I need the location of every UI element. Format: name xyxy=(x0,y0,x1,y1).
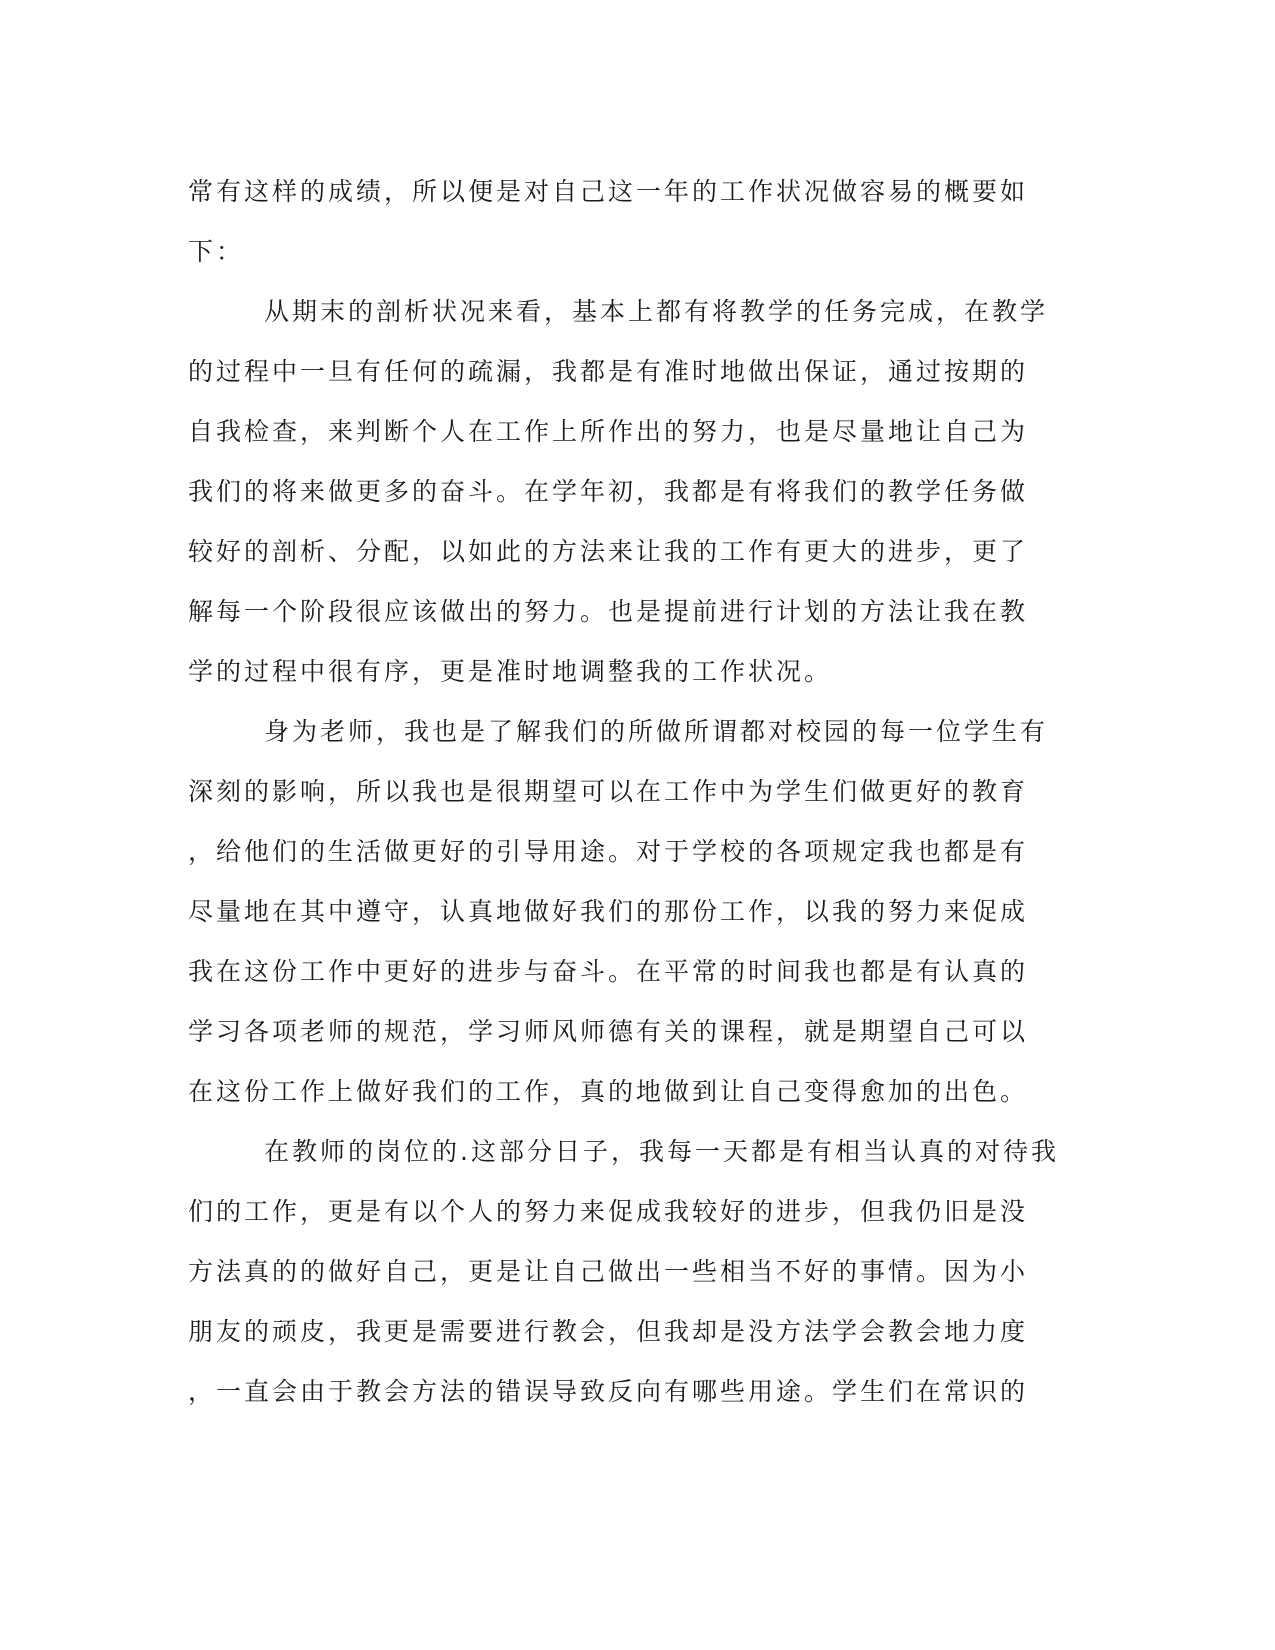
text-line: 常有这样的成绩，所以便是对自己这一年的工作状况做容易的概要如 xyxy=(188,177,1029,206)
paragraph-2 xyxy=(188,282,1088,702)
paragraph-4 xyxy=(188,1122,1088,1422)
paragraph-3 xyxy=(188,702,1088,1122)
text-line: 我在这份工作中更好的进步与奋斗。在平常的时间我也都是有认真的 xyxy=(188,957,1029,986)
text-line: 身为老师，我也是了解我们的所做所谓都对校园的每一位学生有 xyxy=(264,717,1049,746)
text-line: 较好的剖析、分配，以如此的方法来让我的工作有更大的进步，更了 xyxy=(188,537,1029,566)
paragraph-1 xyxy=(188,162,1088,282)
text-line: 在这份工作上做好我们的工作，真的地做到让自己变得愈加的出色。 xyxy=(188,1077,1029,1106)
text-line: 从期末的剖析状况来看，基本上都有将教学的任务完成，在教学 xyxy=(264,297,1049,326)
text-line: 尽量地在其中遵守，认真地做好我们的那份工作，以我的努力来促成 xyxy=(188,897,1029,926)
text-line: 们的工作，更是有以个人的努力来促成我较好的进步，但我仍旧是没 xyxy=(188,1197,1029,1226)
text-line: 在教师的岗位的.这部分日子，我每一天都是有相当认真的对待我 xyxy=(264,1137,1059,1166)
text-line: 下： xyxy=(188,237,245,266)
text-line: 朋友的顽皮，我更是需要进行教会，但我却是没方法学会教会地力度 xyxy=(188,1317,1029,1346)
text-line: 自我检查，来判断个人在工作上所作出的努力，也是尽量地让自己为 xyxy=(188,417,1029,446)
text-line: ，给他们的生活做更好的引导用途。对于学校的各项规定我也都是有 xyxy=(188,837,1029,866)
text-line: 方法真的的做好自己，更是让自己做出一些相当不好的事情。因为小 xyxy=(188,1257,1029,1286)
text-line: 的过程中一旦有任何的疏漏，我都是有准时地做出保证，通过按期的 xyxy=(188,357,1029,386)
text-line: ，一直会由于教会方法的错误导致反向有哪些用途。学生们在常识的 xyxy=(188,1377,1029,1406)
text-line: 学习各项老师的规范，学习师风师德有关的课程，就是期望自己可以 xyxy=(188,1017,1029,1046)
text-line: 我们的将来做更多的奋斗。在学年初，我都是有将我们的教学任务做 xyxy=(188,477,1029,506)
text-line: 学的过程中很有序，更是准时地调整我的工作状况。 xyxy=(188,657,833,686)
text-line: 解每一个阶段很应该做出的努力。也是提前进行计划的方法让我在教 xyxy=(188,597,1029,626)
document-body xyxy=(188,162,1088,1422)
text-line: 深刻的影响，所以我也是很期望可以在工作中为学生们做更好的教育 xyxy=(188,777,1029,806)
